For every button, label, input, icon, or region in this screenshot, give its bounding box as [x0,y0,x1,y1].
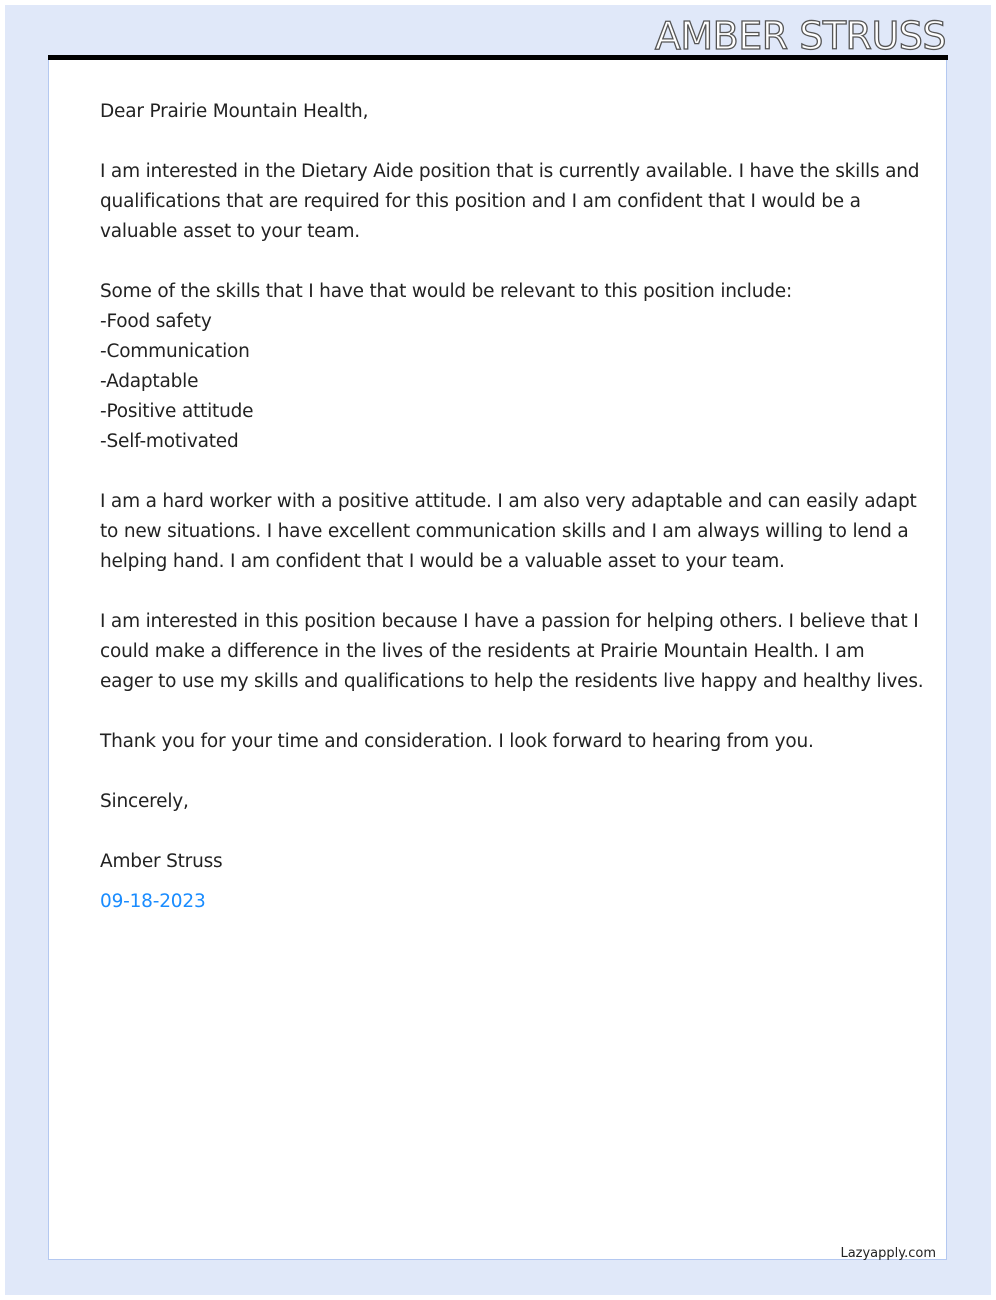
text-line: I am interested in the Dietary Aide position that is currently available. I have the skills and [100,161,920,182]
paragraph-motivation [100,607,924,697]
skill-item: -Self-motivated [100,431,239,452]
text-line: eager to use my skills and qualifications to help the residents live happy and healthy lives. [100,671,924,692]
text-line: helping hand. I am confident that I would be a valuable asset to your team. [100,551,785,572]
skill-item: -Communication [100,341,250,362]
skill-item: -Food safety [100,311,212,332]
signature: Amber Struss [100,851,223,872]
paragraph-work-ethic [100,487,917,577]
footer-brand: Lazyapply.com [840,1246,936,1261]
text-line: to new situations. I have excellent communication skills and I am always willing to lend a [100,521,909,542]
paragraph-thanks: Thank you for your time and consideration. I look forward to hearing from you. [100,731,814,752]
text-line: Some of the skills that I have that would be relevant to this position include: [100,281,792,302]
skill-item: -Adaptable [100,371,199,392]
letter-date: 09-18-2023 [100,891,206,912]
text-line: could make a difference in the lives of the residents at Prairie Mountain Health. I am [100,641,865,662]
closing: Sincerely, [100,791,189,812]
paragraph-intro [100,157,920,247]
text-line: qualifications that are required for this position and I am confident that I would be a [100,191,861,212]
skill-item: -Positive attitude [100,401,254,422]
letter-body [100,97,924,917]
applicant-name-header: AMBER STRUSS [654,14,946,58]
text-line: I am a hard worker with a positive attitude. I am also very adaptable and can easily adapt [100,491,917,512]
greeting: Dear Prairie Mountain Health, [100,101,369,122]
text-line: I am interested in this position because I have a passion for helping others. I believe that I [100,611,919,632]
text-line: valuable asset to your team. [100,221,360,242]
paragraph-skills [100,277,900,457]
